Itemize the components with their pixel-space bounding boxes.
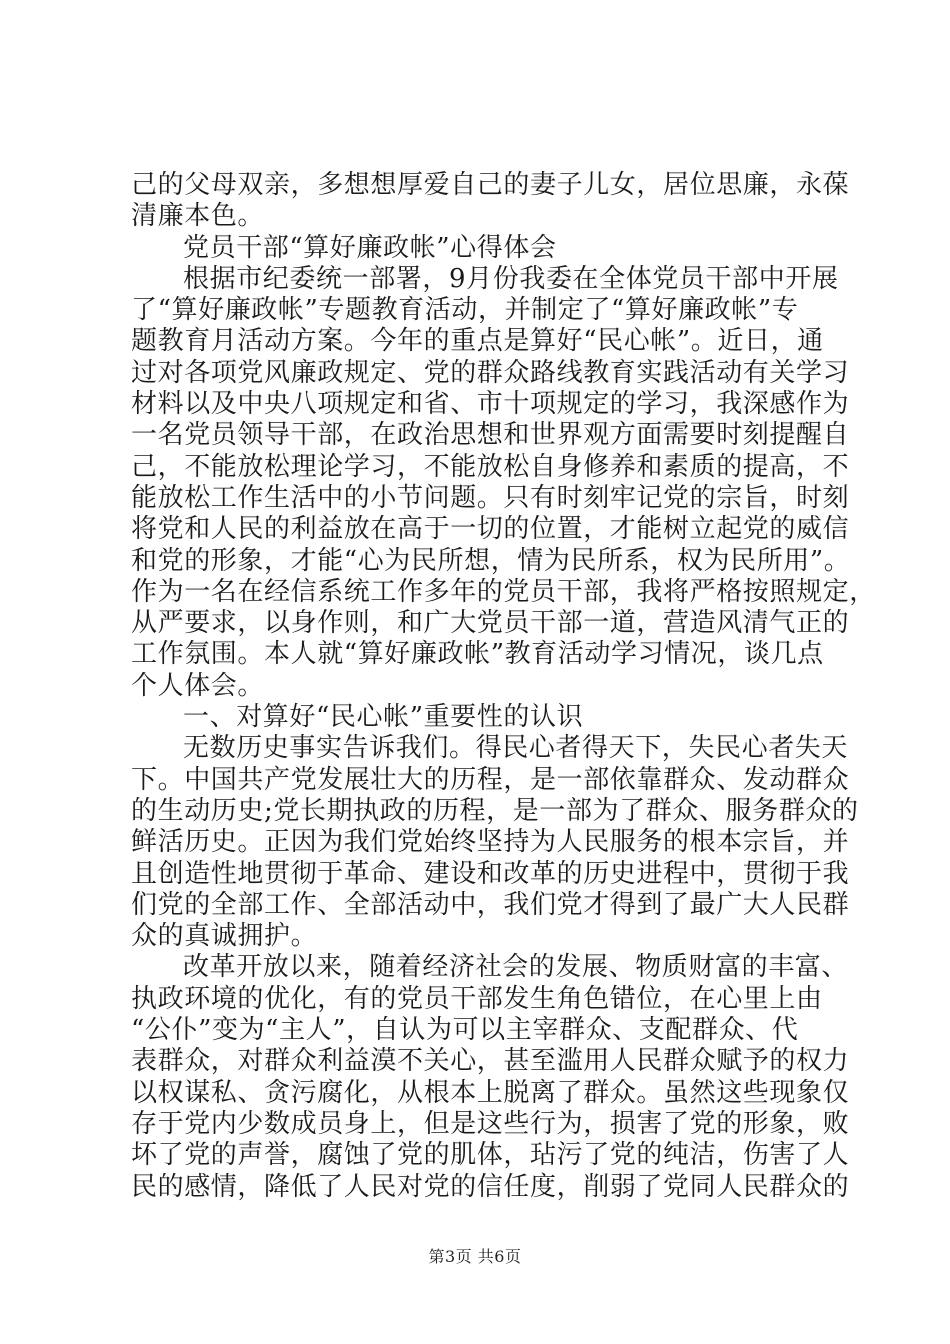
document-body — [131, 170, 876, 1203]
text-line: 从严要求，以身作则，和广大党员干部一道，营造风清气正的 — [131, 608, 850, 639]
text-line: 己，不能放松理论学习，不能放松自身修养和素质的提高，不 — [131, 451, 850, 482]
text-line: 清廉本色。 — [131, 201, 265, 232]
text-line: 工作氛围。本人就“算好廉政帐”教育活动学习情况，谈几点 — [131, 639, 824, 670]
text-line: 党员干部“算好廉政帐”心得体会 — [183, 232, 557, 263]
text-line: 根据市纪委统一部署，9月份我委在全体党员干部中开展 — [183, 263, 839, 294]
text-line: 执政环境的优化，有的党员干部发生角色错位，在心里上由 — [131, 983, 823, 1014]
text-line: 表群众，对群众利益漠不关心，甚至滥用人民群众赋予的权力 — [131, 1046, 850, 1077]
text-line: 将党和人民的利益放在高于一切的位置，才能树立起党的威信 — [131, 514, 850, 545]
page-footer: 第3页 共6页 — [428, 1247, 522, 1266]
text-line: 过对各项党风廉政规定、党的群众路线教育实践活动有关学习 — [131, 357, 850, 388]
text-line: 一名党员领导干部，在政治思想和世界观方面需要时刻提醒自 — [131, 420, 850, 451]
text-line: 下。中国共产党发展壮大的历程，是一部依靠群众、发动群众 — [131, 764, 850, 795]
text-line: 且创造性地贯彻于革命、建设和改革的历史进程中，贯彻于我 — [131, 858, 850, 889]
text-line: 的生动历史;党长期执政的历程，是一部为了群众、服务群众的 — [131, 795, 859, 826]
text-line: “公仆”变为“主人”，自认为可以主宰群众、支配群众、代 — [131, 1015, 799, 1046]
text-line: 己的父母双亲，多想想厚爱自己的妻子儿女，居位思廉，永葆 — [131, 170, 850, 200]
text-line: 材料以及中央八项规定和省、市十项规定的学习，我深感作为 — [131, 389, 850, 420]
text-line: 存于党内少数成员身上，但是这些行为，损害了党的形象，败 — [131, 1108, 850, 1139]
text-line: 以权谋私、贪污腐化，从根本上脱离了群众。虽然这些现象仅 — [131, 1077, 850, 1108]
text-line: 个人体会。 — [131, 670, 265, 701]
text-line: 无数历史事实告诉我们。得民心者得天下，失民心者失天 — [183, 733, 849, 764]
text-line: 作为一名在经信系统工作多年的党员干部，我将严格按照规定， — [131, 576, 876, 607]
text-line: 民的感情，降低了人民对党的信任度，削弱了党同人民群众的 — [131, 1171, 850, 1202]
text-line: 们党的全部工作、全部活动中，我们党才得到了最广大人民群 — [131, 889, 850, 920]
text-line: 改革开放以来，随着经济社会的发展、物质财富的丰富、 — [183, 952, 849, 983]
text-line: 坏了党的声誉，腐蚀了党的肌体，玷污了党的纯洁，伤害了人 — [131, 1140, 850, 1171]
text-line: 一、对算好“民心帐”重要性的认识 — [183, 702, 584, 733]
text-line: 鲜活历史。正因为我们党始终坚持为人民服务的根本宗旨，并 — [131, 827, 850, 858]
text-line: 了“算好廉政帐”专题教育活动，并制定了“算好廉政帐”专 — [131, 295, 799, 326]
text-line: 题教育月活动方案。今年的重点是算好“民心帐”。近日，通 — [131, 326, 824, 357]
text-line: 众的真诚拥护。 — [131, 921, 318, 952]
text-line: 和党的形象，才能“心为民所想，情为民所系，权为民所用”。 — [131, 545, 851, 576]
text-line: 能放松工作生活中的小节问题。只有时刻牢记党的宗旨，时刻 — [131, 482, 850, 513]
